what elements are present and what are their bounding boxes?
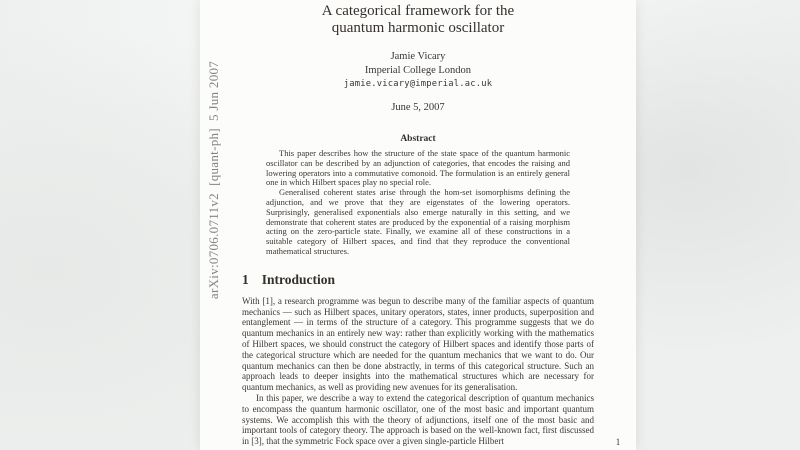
paper-title-line1: A categorical framework for the — [321, 3, 515, 19]
paper-email: jamie.vicary@imperial.ac.uk — [343, 79, 493, 89]
paper-date: June 5, 2007 — [391, 102, 445, 113]
arxiv-stamp: arXiv:0706.0711v2 [quant-ph] 5 Jun 2007 — [206, 60, 221, 300]
abstract-paragraph: Generalised coherent states arise through the hom-set isomorphisms defining the adjunction, and we prove that they are eigenstates of the lowering operators. Surprisingly, generalised exponentials also emerge naturally in this setting, and we demonstrate that coherent states are produced by the exponential of a raising morphism acting on the zero-particle state. Finally, we examine all of these constructions in a suitable category of Hilbert spaces, and find that they reproduce the conventional mathematical structures. — [266, 187, 570, 256]
paper-affiliation: Imperial College London — [364, 64, 472, 76]
author-block — [242, 50, 594, 91]
paper-title — [242, 3, 594, 37]
abstract-heading: Abstract — [400, 134, 436, 144]
paper-title-line2: quantum harmonic oscillator — [331, 20, 505, 36]
section-number: 1 — [242, 271, 249, 287]
body-text — [242, 296, 594, 447]
page-number: 1 — [615, 437, 621, 447]
abstract-text — [266, 149, 570, 257]
paper-content — [242, 0, 594, 447]
body-paragraph: In this paper, we describe a way to extend the categorical description of quantum mechanics to encompass the quantum harmonic oscillator, one of the most basic and important quantum systems. We accomplish this with the theory of adjunctions, itself one of the most basic and important tools of category theory. The approach is based on the well-known fact, first discussed in [3], that the symmetric Fock space over a given single-particle Hilbert — [242, 392, 594, 447]
abstract-paragraph: This paper describes how the structure of the state space of the quantum harmonic oscillator can be described by an adjunction of categories, that encodes the raising and lowering operators into a commutative comonoid. The formulation is an entirely general one in which Hilbert spaces play no special role. — [266, 148, 570, 188]
section-heading — [242, 272, 594, 288]
paper-page — [200, 0, 636, 450]
section-title: Introduction — [261, 271, 336, 287]
paper-author: Jamie Vicary — [390, 51, 446, 62]
body-paragraph: With [1], a research programme was begun to describe many of the familiar aspects of quantum mechanics — such as Hilbert spaces, unitary operators, states, inner products, superposition and entanglement — in terms of the structure of a category. This programme suggests that we do quantum mechanics in an entirely new way: rather than explicitly working with the mathematics of Hilbert spaces, we should construct the category of Hilbert spaces and identify those parts of the categorical structure which are needed for the quantum mechanics that we want to do. Our quantum mechanics can then be done abstractly, in terms of this categorical structure. Such an approach leads to deeper insights into the mathematical structures which are necessary for quantum mechanics, as well as providing new avenues for its generalisation. — [242, 295, 594, 393]
